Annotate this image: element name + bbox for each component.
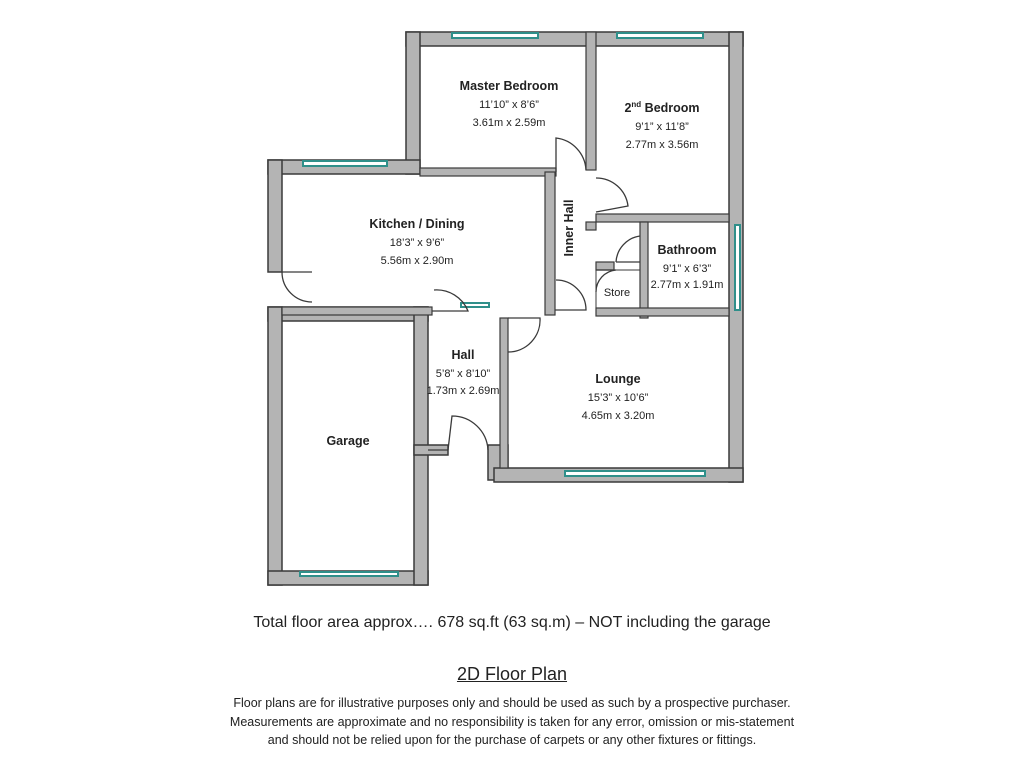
- master-bedroom-imperial: 11’10” x 8’6”: [479, 99, 539, 111]
- bathroom-metric: 2.77m x 1.91m: [650, 279, 724, 291]
- store-name: Store: [603, 287, 631, 299]
- master-bedroom-metric: 3.61m x 2.59m: [472, 117, 546, 129]
- bathroom-name: Bathroom: [657, 243, 717, 257]
- second-bedroom-name: [624, 100, 699, 115]
- second-bedroom-metric: 2.77m x 3.56m: [625, 139, 699, 151]
- hall-name: Hall: [451, 348, 475, 362]
- doors: [282, 138, 640, 450]
- kitchen-dining-metric: 5.56m x 2.90m: [380, 255, 454, 267]
- second-bedroom-imperial: 9’1” x 11’8”: [635, 121, 689, 133]
- master-bedroom-name: Master Bedroom: [459, 79, 559, 93]
- inner-hall-name: Inner Hall: [562, 199, 576, 257]
- second-bedroom-rest: Bedroom: [641, 101, 700, 115]
- second-bedroom-num: 2: [624, 101, 632, 115]
- disclaimer-line-2: Measurements are approximate and no responsibility is taken for any error, omission or mis-statement: [229, 714, 795, 729]
- bathroom-imperial: 9’1” x 6’3”: [662, 263, 712, 275]
- hall-metric: 1.73m x 2.69m: [426, 385, 500, 397]
- disclaimer-line-1: Floor plans are for illustrative purposes only and should be used as such by a prospective purchaser.: [233, 696, 791, 710]
- disclaimer: [0, 694, 1024, 750]
- lounge-imperial: 15’3” x 10’6”: [587, 392, 649, 404]
- hall-imperial: 5’8” x 8’10”: [435, 368, 491, 380]
- disclaimer-line-3: and should not be relied upon for the purchase of carpets or any other fixtures or fittings.: [267, 733, 757, 747]
- room-labels: [326, 79, 723, 448]
- lounge-metric: 4.65m x 3.20m: [581, 410, 655, 422]
- lounge-name: Lounge: [595, 372, 641, 386]
- second-bedroom-sup: nd: [631, 100, 642, 109]
- kitchen-dining-name: Kitchen / Dining: [369, 217, 465, 231]
- plan-title: 2D Floor Plan: [456, 664, 568, 684]
- total-floor-area: Total floor area approx…. 678 sq.ft (63 sq.m) – NOT including the garage: [253, 614, 771, 631]
- garage-name: Garage: [326, 434, 370, 448]
- kitchen-dining-imperial: 18’3” x 9’6”: [389, 237, 445, 249]
